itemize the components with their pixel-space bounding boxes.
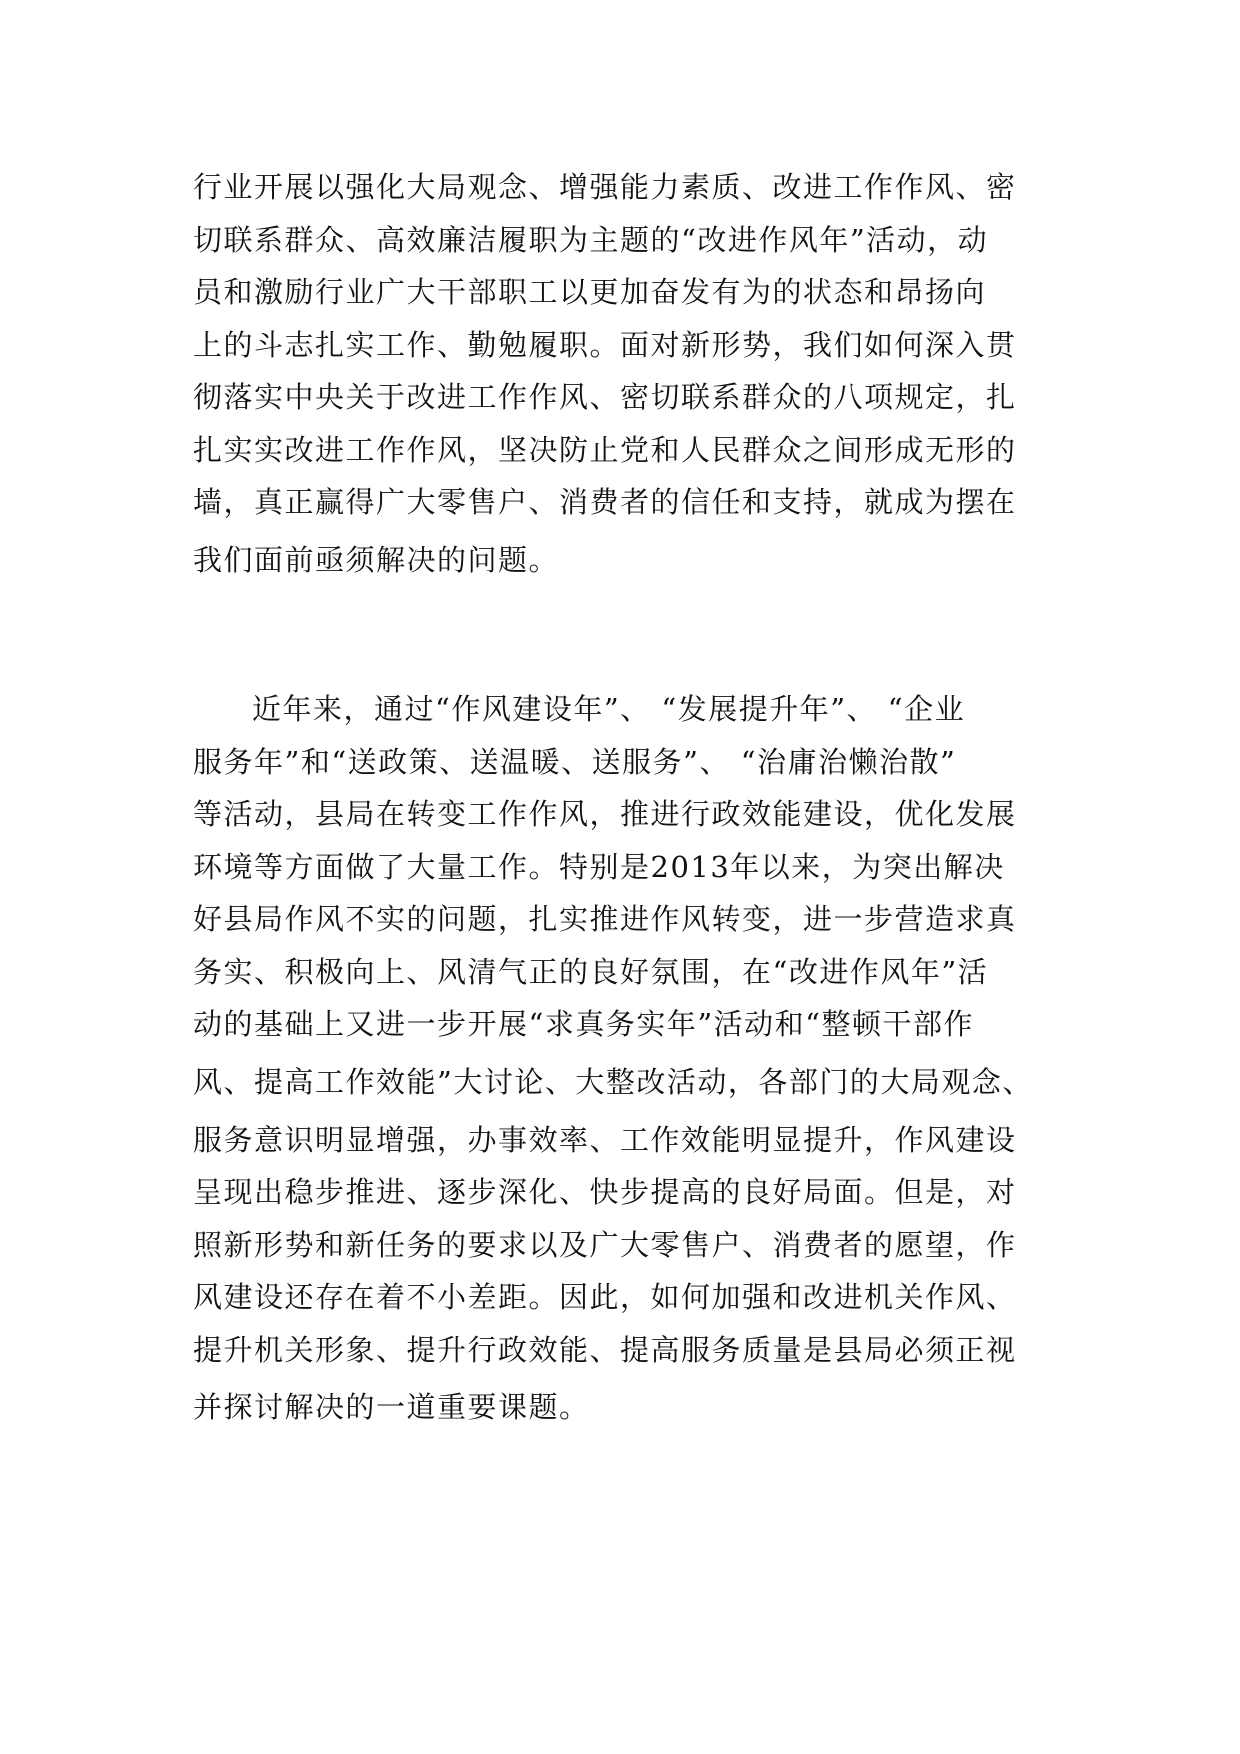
text-line: 环境等方面做了大量工作。特别是2013年以来，为突出解决 bbox=[193, 850, 1005, 884]
text-line: 并探讨解决的一道重要课题。 bbox=[193, 1390, 590, 1424]
text-line: 照新形势和新任务的要求以及广大零售户、消费者的愿望，作 bbox=[193, 1228, 1017, 1262]
text-line: 提升机关形象、提升行政效能、提高服务质量是县局必须正视 bbox=[193, 1333, 1017, 1367]
text-line: 好县局作风不实的问题，扎实推进作风转变，进一步营造求真 bbox=[193, 902, 1017, 936]
text-line: 服务意识明显增强，办事效率、工作效能明显提升，作风建设 bbox=[193, 1123, 1017, 1157]
text-line: 近年来，通过“作风建设年”、 “发展提升年”、 “企业 bbox=[252, 692, 966, 726]
text-line: 风、提高工作效能”大讨论、大整改活动，各部门的大局观念、 bbox=[193, 1065, 1033, 1099]
text-line: 切联系群众、高效廉洁履职为主题的“改进作风年”活动，动 bbox=[193, 223, 989, 257]
text-line: 风建设还存在着不小差距。因此，如何加强和改进机关作风、 bbox=[193, 1280, 1017, 1314]
text-line: 动的基础上又进一步开展“求真务实年”活动和“整顿干部作 bbox=[193, 1007, 974, 1041]
text-line: 等活动，县局在转变工作作风，推进行政效能建设，优化发展 bbox=[193, 797, 1017, 831]
text-line: 行业开展以强化大局观念、增强能力素质、改进工作作风、密 bbox=[193, 170, 1017, 204]
text-line: 上的斗志扎实工作、勤勉履职。面对新形势，我们如何深入贯 bbox=[193, 328, 1017, 362]
text-line: 我们面前亟须解决的问题。 bbox=[193, 543, 560, 577]
text-line: 服务年”和“送政策、送温暖、送服务”、 “治庸治懒治散” bbox=[193, 745, 957, 779]
text-line: 务实、积极向上、风清气正的良好氛围，在“改进作风年”活 bbox=[193, 955, 989, 989]
text-line: 员和激励行业广大干部职工以更加奋发有为的状态和昂扬向 bbox=[193, 275, 987, 309]
text-line: 扎实实改进工作作风，坚决防止党和人民群众之间形成无形的 bbox=[193, 433, 1017, 467]
text-line: 彻落实中央关于改进工作作风、密切联系群众的八项规定，扎 bbox=[193, 380, 1017, 414]
text-line: 呈现出稳步推进、逐步深化、快步提高的良好局面。但是，对 bbox=[193, 1175, 1017, 1209]
text-line: 墙，真正赢得广大零售户、消费者的信任和支持，就成为摆在 bbox=[193, 485, 1017, 519]
